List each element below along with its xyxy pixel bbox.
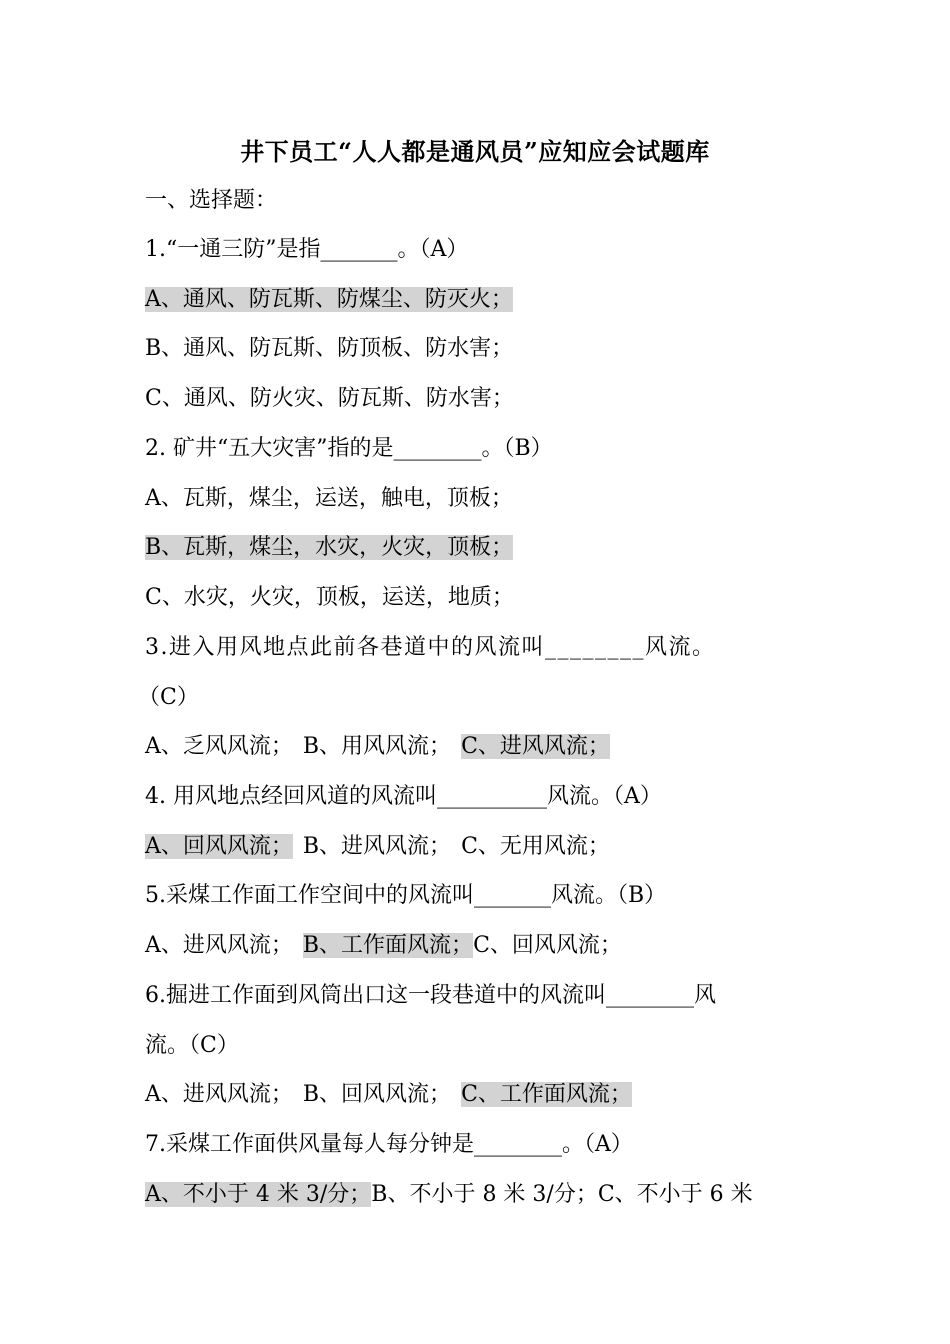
question-6: 6.掘进工作面到风筒出口这一段巷道中的风流叫________风 — [145, 983, 716, 1008]
question-3: 3.进入用风地点此前各巷道中的风流叫________风流。 — [145, 635, 716, 660]
question-6-cont: 流。（C） — [145, 1033, 239, 1058]
q1-option-c: C、通风、防火灾、防瓦斯、防水害； — [145, 386, 514, 411]
q2-option-c: C、水灾，火灾，顶板，运送，地质； — [145, 585, 514, 610]
answer-highlight: B、瓦斯，煤尘，水灾，火灾，顶板； — [145, 535, 514, 560]
question-3-answer: （C） — [138, 685, 199, 710]
q1-option-a — [145, 285, 513, 315]
question-4: 4. 用风地点经回风道的风流叫__________风流。（A） — [145, 784, 662, 809]
question-7: 7.采煤工作面供风量每人每分钟是________。（A） — [145, 1132, 633, 1157]
q5-option-c: C、回风风流； — [473, 933, 622, 958]
q5-option-a: A、进风风流； — [145, 933, 293, 958]
q5-options — [145, 931, 622, 961]
answer-highlight: B、工作面风流； — [302, 933, 474, 958]
q6-option-a: A、进风风流； — [145, 1082, 293, 1107]
q4-options — [145, 832, 610, 862]
answer-highlight: C、工作面风流； — [461, 1082, 632, 1107]
answer-highlight: A、通风、防瓦斯、防煤尘、防灭火； — [145, 287, 513, 312]
page-title: 井下员工“人人都是通风员”应知应会试题库 — [240, 137, 710, 166]
q7-options — [145, 1180, 753, 1210]
q3-options — [145, 732, 610, 762]
q7-option-c: C、不小于 6 米 — [597, 1182, 753, 1207]
question-1: 1.“一通三防”是指_______。（A） — [145, 237, 469, 262]
question-2: 2. 矿井“五大灾害”指的是________。（B） — [145, 436, 553, 461]
section-heading: 一、选择题： — [145, 188, 278, 213]
q4-option-c: C、无用风流； — [461, 834, 610, 859]
answer-highlight: A、不小于 4 米 3/分； — [145, 1182, 372, 1207]
answer-highlight: C、进风风流； — [461, 734, 610, 759]
q2-option-b — [145, 533, 513, 563]
q2-option-a: A、瓦斯，煤尘，运送，触电，顶板； — [145, 486, 513, 511]
q4-option-b: B、进风风流； — [302, 834, 452, 859]
q6-options — [145, 1080, 632, 1110]
question-5: 5.采煤工作面工作空间中的风流叫_______风流。（B） — [145, 883, 667, 908]
q6-option-b: B、回风风流； — [302, 1082, 452, 1107]
q1-option-b: B、通风、防瓦斯、防顶板、防水害； — [145, 336, 514, 361]
q7-option-b: B、不小于 8 米 3/分； — [371, 1182, 598, 1207]
answer-highlight: A、回风风流； — [145, 834, 293, 859]
q3-option-a: A、乏风风流； — [145, 734, 293, 759]
q3-option-b: B、用风风流； — [302, 734, 452, 759]
